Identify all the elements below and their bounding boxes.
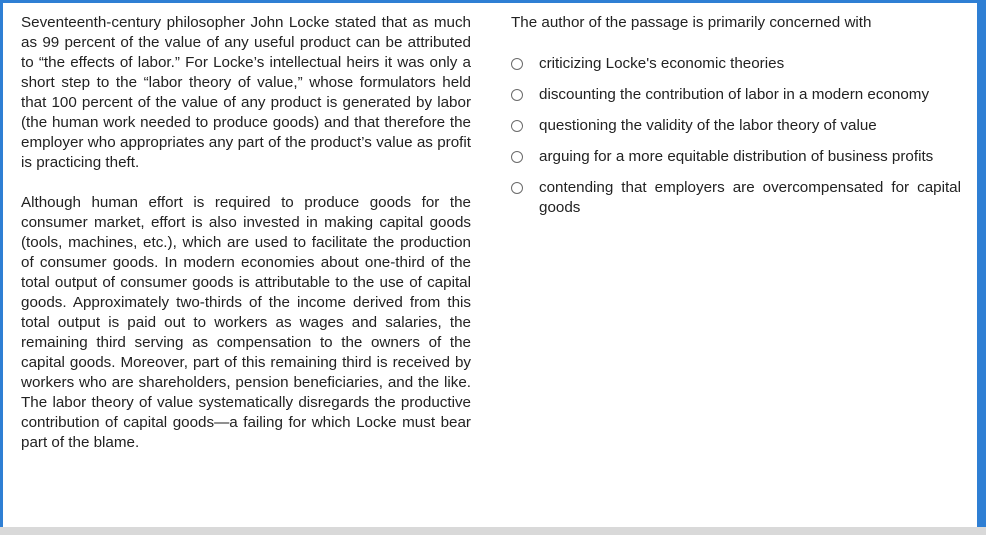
radio-button-icon[interactable] [511, 182, 523, 194]
reading-passage [21, 13, 471, 473]
answer-choice-label: contending that employers are overcompensated for capital goods [539, 179, 961, 216]
question-stem: The author of the passage is primarily concerned with [511, 14, 872, 31]
answer-choice-c[interactable] [511, 116, 961, 136]
radio-button-icon[interactable] [511, 58, 523, 70]
answer-choice-label: discounting the contribution of labor in a modern economy [539, 86, 930, 103]
answer-choice-label: arguing for a more equitable distribution of business profits [539, 148, 934, 165]
radio-button-icon[interactable] [511, 151, 523, 163]
answer-choice-label: questioning the validity of the labor theory of value [539, 117, 877, 134]
answer-choice-d[interactable] [511, 147, 961, 167]
radio-button-icon[interactable] [511, 89, 523, 101]
bottom-bar [0, 527, 986, 535]
answer-choice-b[interactable] [511, 85, 961, 105]
answer-choice-a[interactable] [511, 54, 961, 74]
scrollbar-track[interactable] [980, 0, 986, 527]
passage-paragraph-2: Although human effort is required to produce goods for the consumer market, effort is also invested in making capital goods (tools, machines, etc.), which are used to facilitate the production of consumer goods. In modern economies about one-third of the total output of consumer goods is attributable to the use of capital goods. Approximately two-thirds of the income derived from this total output is paid out to workers as wages and salaries, the remaining third serving as compensation to the owners of the capital goods. Moreover, part of this remaining third is received by workers who are shareholders, pension beneficiaries, and the like. The labor theory of value systematically disregards the productive contribution of capital goods—a failing for which Locke must bear part of the blame. [21, 194, 471, 451]
answer-choice-e[interactable] [511, 178, 961, 218]
answer-choice-label: criticizing Locke's economic theories [539, 55, 785, 72]
radio-button-icon[interactable] [511, 120, 523, 132]
question-panel [511, 13, 961, 229]
passage-paragraph-1: Seventeenth-century philosopher John Locke stated that as much as 99 percent of the value of any useful product can be attributed to “the effects of labor.” For Locke’s intellectual heirs it was only a short step to the “labor theory of value,” whose formulators held that 100 percent of the value of any product is generated by labor (the human work needed to produce goods) and that therefore the employer who appropriates any part of the product’s value as profit is practicing theft. [21, 14, 471, 171]
